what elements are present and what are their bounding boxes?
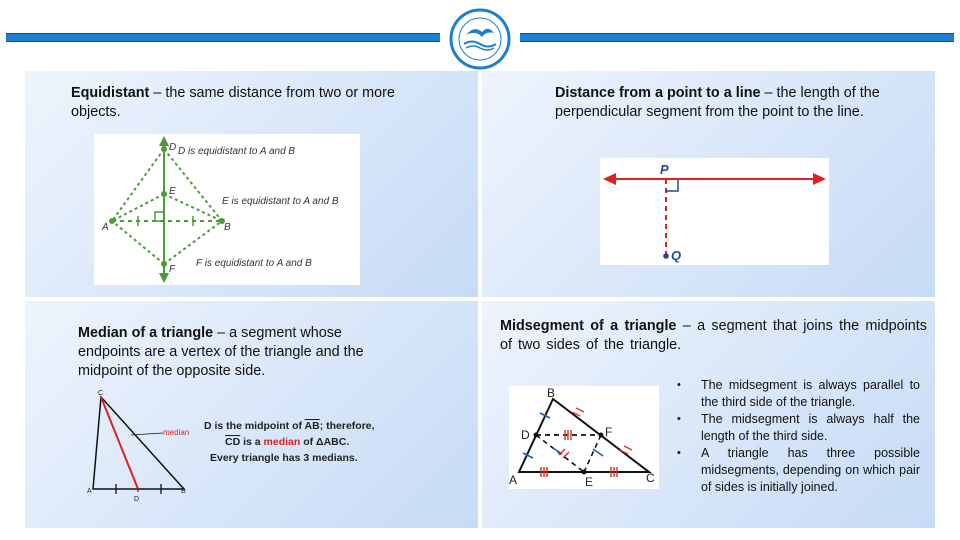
header-bar-right xyxy=(520,33,954,42)
distance-panel xyxy=(482,71,935,297)
equidistant-definition: – the same distance from two or more objects. xyxy=(71,85,395,120)
dist-point-q: Q xyxy=(671,248,682,263)
bullet-item: • The midsegment is always half the length of the third side. xyxy=(677,412,920,443)
midsegment-panel xyxy=(482,301,935,528)
mid-vertex-b: B xyxy=(547,386,556,400)
median-vertex-b: B xyxy=(181,488,186,495)
median-point-d: D xyxy=(134,496,140,503)
eq-caption-f: F is equidistant to A and B xyxy=(196,258,312,269)
equidistant-term: Equidistant xyxy=(71,85,150,101)
distance-text xyxy=(555,84,885,122)
equidistant-text xyxy=(71,84,401,122)
median-caption-line1: D is the midpoint of AB; therefore, xyxy=(204,420,375,432)
distance-definition: – the length of the perpendicular segment from the point to the line. xyxy=(555,85,880,120)
median-definition: – a segment whose endpoints are a vertex of the triangle and the midpoint of the opposite side. xyxy=(78,325,364,379)
eq-caption-e: E is equidistant to A and B xyxy=(222,196,339,207)
bullet-item: • The midsegment is always parallel to the third side of the triangle. xyxy=(677,378,920,409)
mid-vertex-e: E xyxy=(585,475,594,489)
median-caption-line3: Every triangle has 3 medians. xyxy=(210,452,358,464)
median-caption-line2: CD is a median of ΔABC. xyxy=(225,436,350,448)
eq-point-a: A xyxy=(102,222,109,233)
equidistant-figure xyxy=(94,134,360,285)
distance-term: Distance from a point to a line xyxy=(555,85,761,101)
distance-figure xyxy=(600,158,829,265)
median-figure xyxy=(81,385,401,503)
midsegment-definition: – a segment that joins the midpoints of two sides of the triangle. xyxy=(500,318,928,353)
median-term: Median of a triangle xyxy=(78,325,214,341)
eq-point-e: E xyxy=(169,186,176,197)
eq-point-b: B xyxy=(224,222,231,233)
dist-point-p: P xyxy=(660,162,669,177)
median-label: median xyxy=(163,428,190,437)
mid-vertex-c: C xyxy=(646,471,655,485)
mid-vertex-f: F xyxy=(605,425,613,439)
eq-point-f: F xyxy=(169,264,176,275)
median-vertex-c: C xyxy=(98,390,104,397)
midsegment-bullet-list xyxy=(677,377,920,496)
median-text xyxy=(78,324,388,381)
mid-vertex-d: D xyxy=(521,428,530,442)
midsegment-term: Midsegment of a triangle xyxy=(500,318,677,334)
median-vertex-a: A xyxy=(87,488,92,495)
median-panel xyxy=(25,301,478,528)
midsegment-text xyxy=(500,317,927,355)
eq-caption-d: D is equidistant to A and B xyxy=(178,146,296,157)
mid-vertex-a: A xyxy=(509,473,518,487)
midsegment-figure xyxy=(509,386,659,489)
bullet-item: • A triangle has three possible midsegments, depending on which pair of sides is initially joined. xyxy=(677,446,920,494)
header-bar-left xyxy=(6,33,440,42)
school-seal-logo xyxy=(448,8,512,70)
equidistant-panel xyxy=(25,71,478,297)
eq-point-d: D xyxy=(169,142,177,153)
